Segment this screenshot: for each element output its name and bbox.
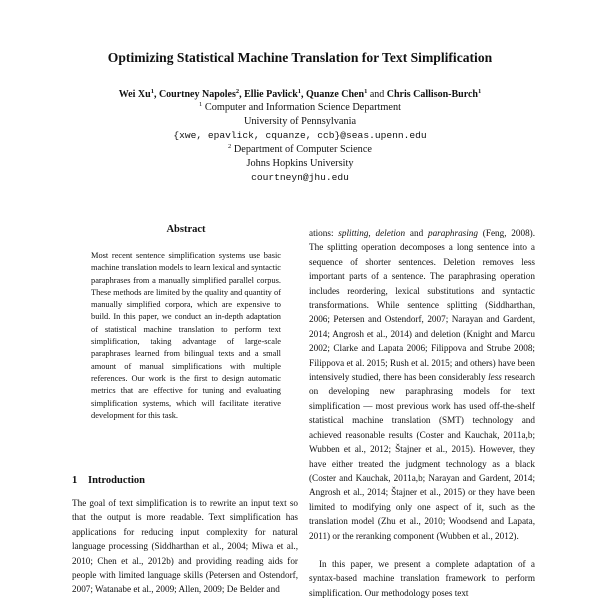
section-heading-introduction [72,475,145,486]
affiliation-1-email: {xwe, epavlick, cquanze, ccb}@seas.upenn.edu [173,130,427,141]
affiliation-2-email: courtneyn@jhu.edu [251,172,349,183]
author-name: Wei Xu [118,89,151,100]
author-name: Chris Callison-Burch [386,89,478,100]
author-line [0,89,600,100]
abstract-text: Most recent sentence simplification systems use basic machine translation models to learn lexical and syntactic paraphrases from a manually simplified parallel corpus. These methods are limited by the quality and quantity of manually simplified corpora, which are expensive to build. In this paper, we conduct an in-depth adaptation of statistical machine translation to perform text simplification, taking advantage of large-scale paraphrases learned from bilingual texts and a small amount of manual simplifications with multiple references. Our work is the first to design automatic metrics that are effective for tuning and evaluating simplification systems, which will facilitate iterative development for this task. [91,251,281,420]
section-title: Introduction [88,475,145,486]
author-separator: , [153,89,159,100]
author-affiliation-mark: 1 [364,88,368,95]
emphasis-term: paraphrasing [427,228,478,238]
author-name: Ellie Pavlick [244,89,298,100]
body-text: (Feng, 2008). The splitting operation decomposes a long sentence into a sequence of shorter sentences. Deletion removes less important parts of a sentence. The paraphrasing operation includes reordering, lexical substitutions and syntactic transformations. While sentence splitting (Siddharthan, 2006; Petersen and Ostendorf, 2007; Narayan and Gardent, 2014; Angrosh et al., 2014) and deletion (Knight and Marcu 2002; Clarke and Lapata 2006; Filippova and Strube 2008; Filippova et al. 2015; Rush et al. 2015; and others) have been intensively studied, there has been considerably [309,228,536,383]
introduction-paragraph: The goal of text simplification is to rewrite an input text so that the output is more readable. Text simplification has applications for reducing input complexity for natural language processing (Siddharthan et al., 2004; Miwa et al., 2010; Chen et al., 2012b) and providing reading aids for people with limited language skills (Petersen and Ostendorf, 2007; Watanabe et al., 2009; Allen, 2009; De Belder and [72,498,298,595]
affiliation-mark: 1 [199,101,203,108]
author-affiliation-mark: 1 [297,88,301,95]
author-affiliation-mark: 1 [478,88,482,95]
affiliation-1-department [0,101,600,115]
author-name: Courtney Napoles [158,89,236,100]
body-text: research on developing new paraphrasing models for text simplification — most previous work has used off-the-shelf statistical machine translation (SMT) technology and achieved reasonable results (Coster and Kauchak, 2011a,b; Wubben et al., 2012; Štajner et al., 2015). However, they have either treated the judgment technology as a black (Coster and Kauchak, 2011a,b; Narayan and Gardent, 2014; Angrosh et al., 2014; Štajner et al., 2015) or they have been limited to modifying only one aspect of it, such as the translation model (Zhu et al., 2010; Woodsend and Lapata, 2011) or the reranking component (Wubben et al., 2012). [309,372,535,541]
body-paragraph: In this paper, we present a complete adaptation of a syntax-based machine translation framework to perform simplification. Our methodology poses text [309,558,535,598]
author-name: Quanze Chen [306,89,365,100]
author-separator: and [367,89,387,100]
body-text: , [368,228,376,238]
section-number: 1 [72,475,78,486]
emphasis-term: splitting [338,228,369,238]
department-name: Computer and Information Science Department [204,102,401,113]
author-affiliation-mark: 2 [235,88,240,95]
body-paragraph [309,226,535,543]
department-name: Department of Computer Science [233,144,372,155]
right-column [309,226,535,600]
author-separator: , [301,89,306,100]
emphasis-term: less [488,372,502,383]
affiliation-2-university: Johns Hopkins University [246,158,354,169]
affiliation-1-university: University of Pennsylvania [243,116,357,127]
body-text: and [405,228,428,238]
affiliation-mark: 2 [228,143,232,150]
author-affiliation-mark: 1 [150,88,154,95]
abstract-heading: Abstract [166,224,206,235]
affiliation-2-department [0,143,600,157]
paper-title: Optimizing Statistical Machine Translation for Text Simplification [107,50,493,65]
emphasis-term: deletion [375,228,406,238]
author-separator: , [239,89,245,100]
body-text: ations: [309,228,339,238]
